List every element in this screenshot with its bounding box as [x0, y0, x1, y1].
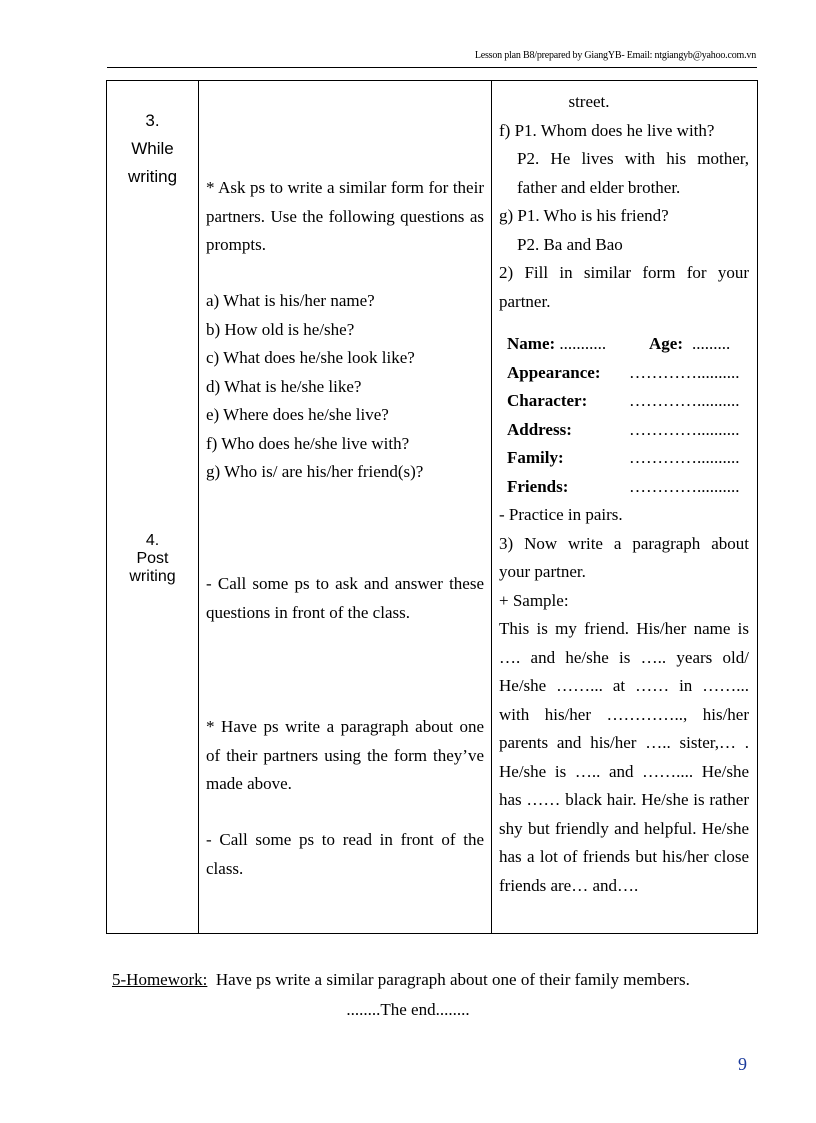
call-read-instruction: - Call some ps to read in front of the class.: [206, 830, 484, 878]
stage-name: While writing: [127, 139, 178, 186]
question-f: f) P1. Whom does he live with?: [499, 120, 715, 140]
stage-number: 4.: [145, 532, 160, 549]
page-header: Lesson plan B8/prepared by GiangYB- Email: ntgiangyb@yahoo.com.vn: [474, 50, 756, 61]
form-row-address: [499, 416, 749, 445]
fill-form-instruction: 2) Fill in similar form for your partner.: [499, 263, 749, 311]
homework-label: 5-Homework:: [112, 970, 208, 989]
practice-text: - Practice in pairs.: [499, 505, 623, 524]
question-item: d) What is he/she like?: [206, 376, 362, 396]
form-dots-family: …………..........: [629, 448, 740, 467]
form-dots-appearance: …………..........: [629, 362, 740, 382]
form-row-appearance: [499, 359, 749, 388]
end-text: ........The end........: [346, 1000, 470, 1019]
homework-text: Have ps write a similar paragraph about one of their family members.: [215, 970, 690, 989]
lesson-table: [106, 80, 758, 934]
call-ask-instruction: - Call some ps to ask and answer these questions in front of the class.: [206, 574, 484, 622]
answer-g: P2. Ba and Bao: [517, 234, 623, 254]
form-row-name: [499, 330, 749, 359]
form-row-friends: [499, 473, 749, 502]
have-write-instruction: * Have ps write a paragraph about one of their partners using the form they’ve made above.: [206, 717, 484, 793]
stage-while-writing: [107, 107, 198, 191]
answer-f: P2. He lives with his mother, father and elder brother.: [517, 149, 749, 197]
form-dots-address: …………..........: [629, 419, 740, 439]
question-item: a) What is his/her name?: [206, 291, 375, 310]
form-dots-friends: …………..........: [629, 476, 740, 496]
homework-line: [112, 970, 752, 990]
stage-post-writing: [107, 532, 198, 586]
question-item: b) How old is he/she?: [206, 319, 355, 339]
now-write-instruction: 3) Now write a paragraph about your partner.: [499, 533, 749, 581]
form-label-character: Character:: [507, 391, 588, 410]
form-row-character: [499, 387, 749, 416]
stage-number: 3.: [145, 111, 160, 130]
question-item: e) Where does he/she live?: [206, 405, 389, 424]
question-item: c) What does he/she look like?: [206, 348, 415, 367]
page-number: 9: [738, 1054, 747, 1074]
street-text: street.: [568, 92, 610, 111]
form-row-family: [499, 444, 749, 473]
form-dots-character: …………..........: [629, 391, 740, 410]
student-activities: [499, 88, 749, 900]
column-divider-1: [198, 81, 199, 933]
column-divider-2: [491, 81, 492, 933]
stage-name: Post writing: [129, 550, 176, 585]
sample-paragraph: This is my friend. His/her name is …. and he/she is ….. years old/ He/she ……... at …… in ……... with his/her ………….., his/her parents and his/her ….. sister,… . He/she is ….. and …….... He/she has …… black hair. He/she is rather shy but friendly and helpful. He/she has a lot of friends but his/her close friends are… and….: [499, 619, 749, 895]
form-label-name: Name:: [507, 334, 556, 353]
partner-form: [499, 330, 749, 501]
ask-instruction: * Ask ps to write a similar form for their partners. Use the following questions as prompts.: [206, 178, 484, 254]
sample-label: + Sample:: [499, 590, 569, 610]
form-dots-age: .........: [692, 334, 731, 353]
prompt-questions: [206, 287, 484, 487]
form-label-appearance: Appearance:: [507, 362, 601, 382]
form-label-family: Family:: [507, 448, 564, 467]
header-rule: [107, 67, 757, 68]
question-g: g) P1. Who is his friend?: [499, 206, 669, 225]
question-item: f) Who does he/she live with?: [206, 433, 410, 453]
form-label-age: Age:: [649, 334, 683, 353]
question-item: g) Who is/ are his/her friend(s)?: [206, 462, 424, 481]
form-label-friends: Friends:: [507, 476, 569, 496]
form-label-address: Address:: [507, 419, 572, 439]
form-dots-name: ...........: [559, 334, 607, 353]
